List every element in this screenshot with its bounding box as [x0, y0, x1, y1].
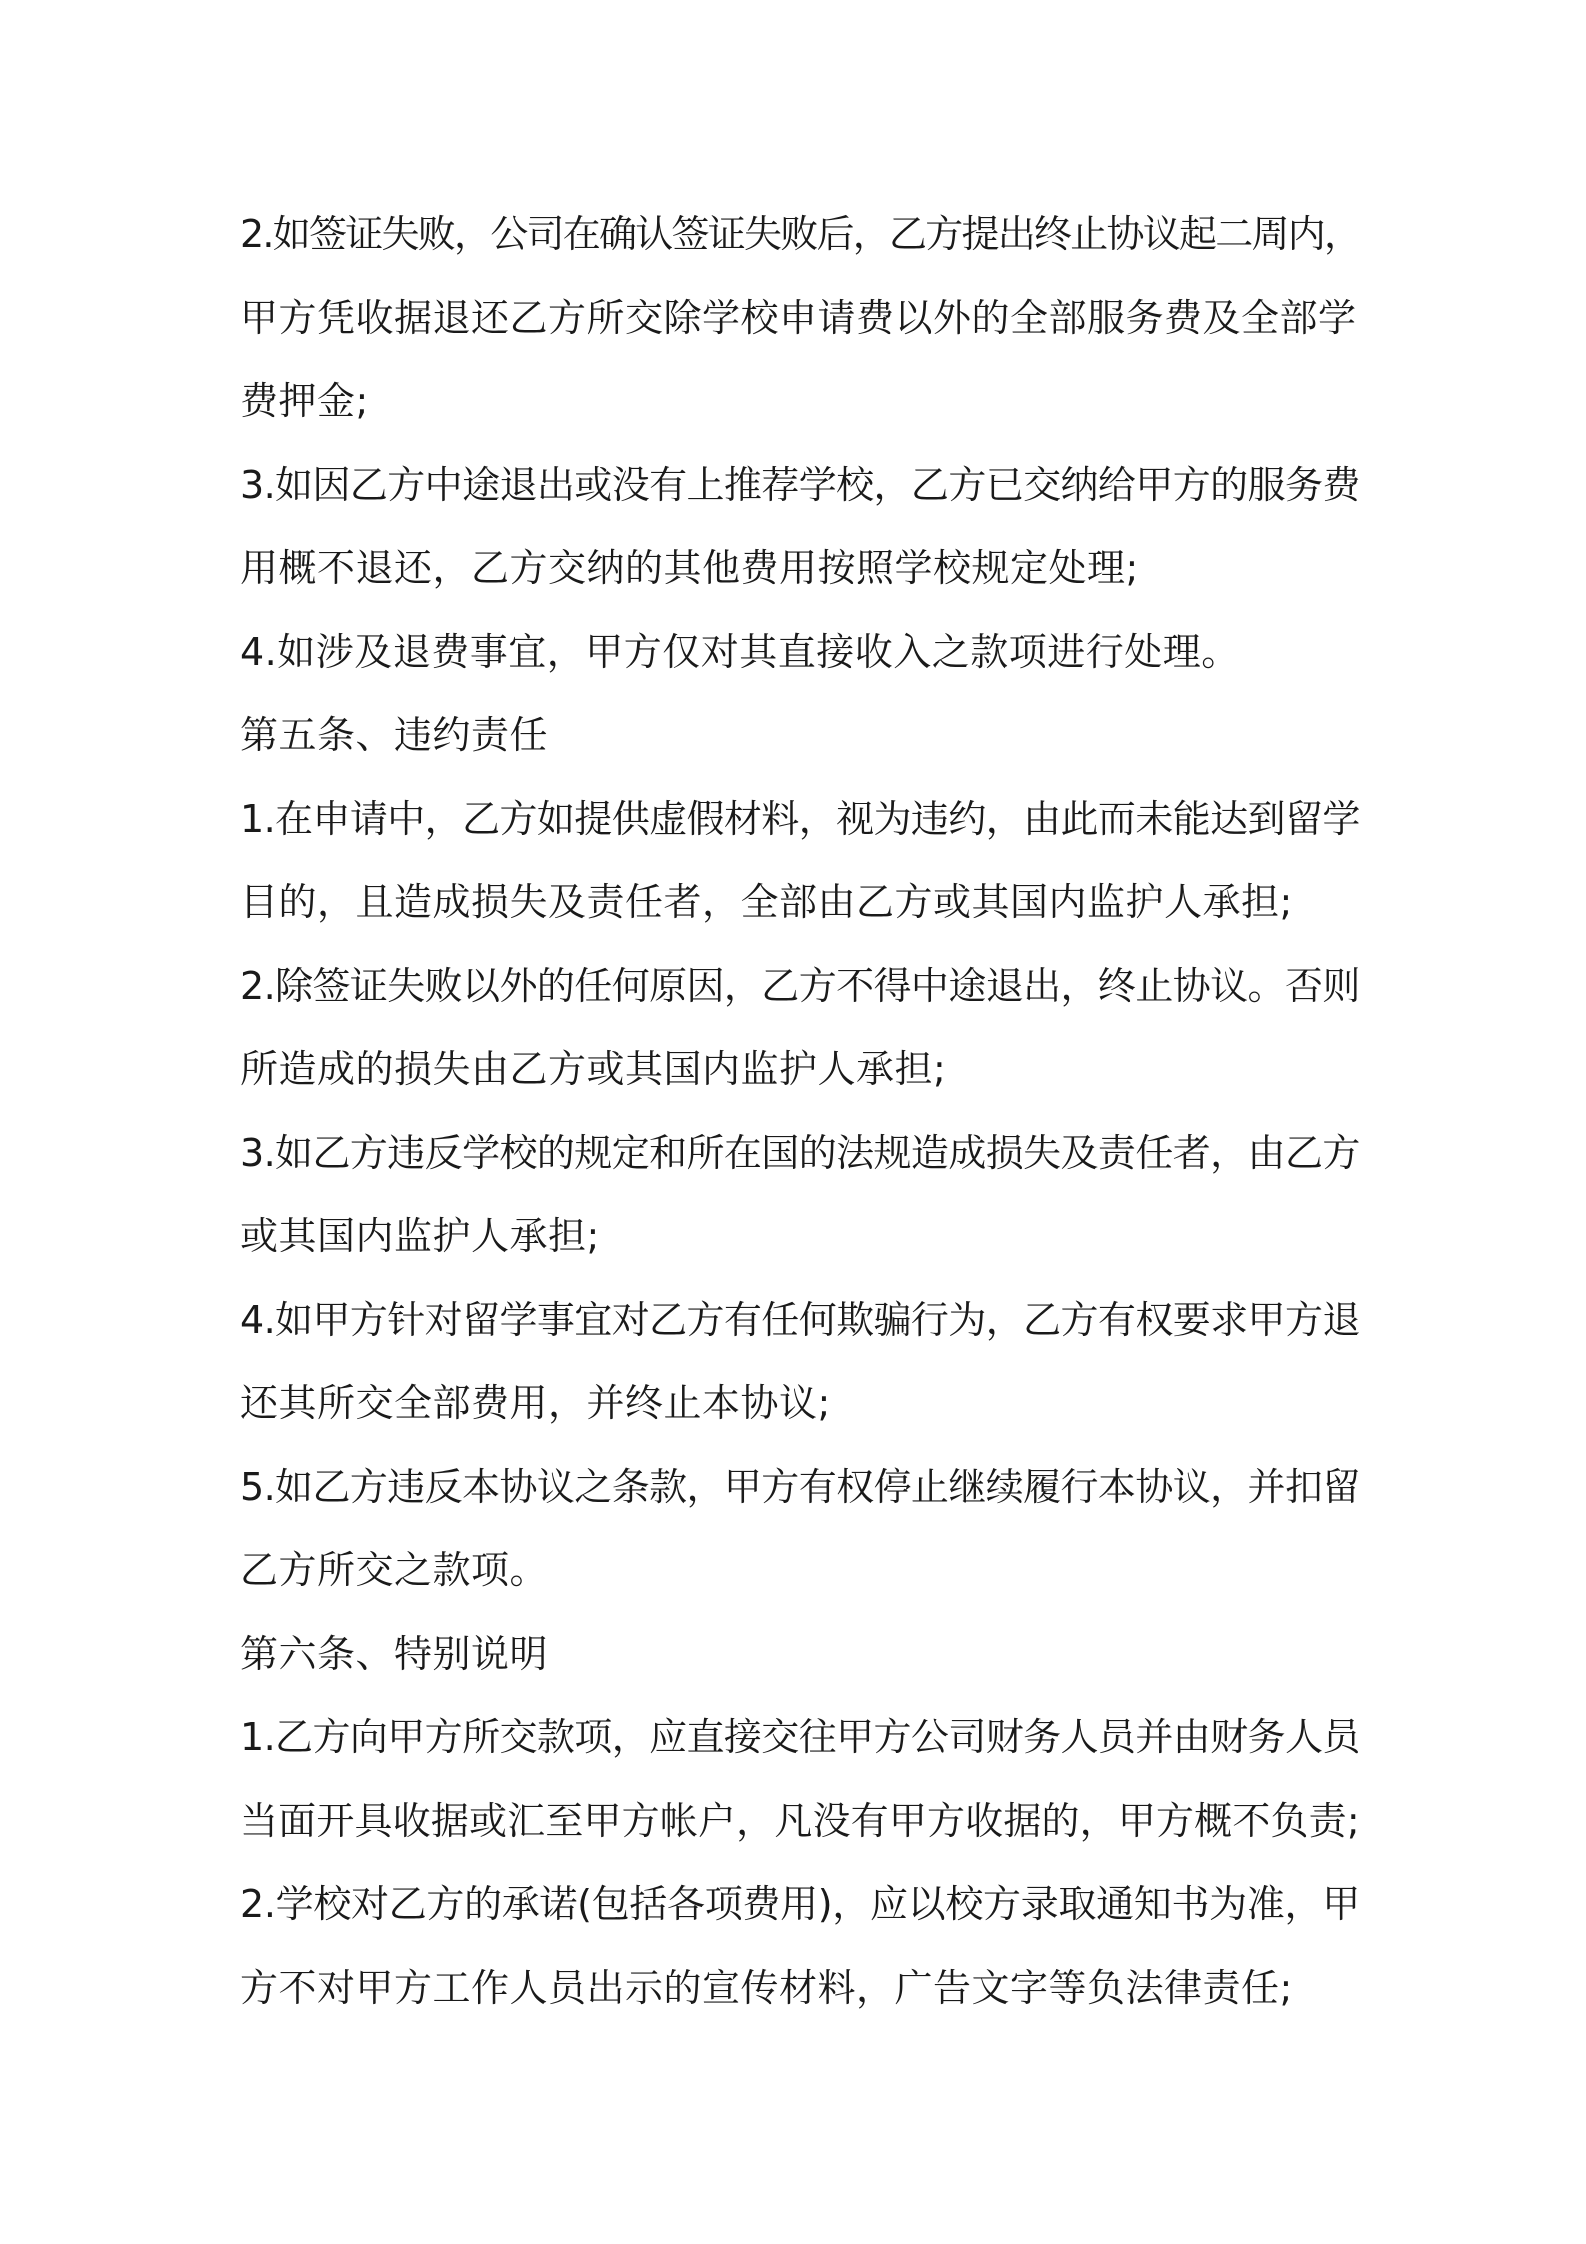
document-body — [240, 193, 1360, 2030]
text-line: 1.乙方向甲方所交款项，应直接交往甲方公司财务人员并由财务人员 — [240, 1715, 1360, 1759]
text-line: 所造成的损失由乙方或其国内监护人承担; — [240, 1047, 947, 1091]
text-line: 2.除签证失败以外的任何原因，乙方不得中途退出，终止协议。否则 — [240, 963, 1360, 1008]
text-line: 4.如涉及退费事宜，甲方仅对其直接收入之款项进行处理。 — [240, 629, 1240, 674]
text-line: 2.学校对乙方的承诺(包括各项费用)，应以校方录取通知书为准，甲 — [240, 1882, 1360, 1926]
text-line: 乙方所交之款项。 — [240, 1548, 549, 1592]
text-line: 4.如甲方针对留学事宜对乙方有任何欺骗行为，乙方有权要求甲方退 — [240, 1297, 1360, 1342]
text-line: 方不对甲方工作人员出示的宣传材料，广告文字等负法律责任; — [240, 1965, 1293, 2010]
text-line: 目的，且造成损失及责任者，全部由乙方或其国内监护人承担; — [240, 880, 1293, 924]
text-line: 5.如乙方违反本协议之条款，甲方有权停止继续履行本协议，并扣留 — [240, 1464, 1360, 1509]
text-line: 3.如因乙方中途退出或没有上推荐学校，乙方已交纳给甲方的服务费 — [240, 462, 1360, 507]
text-line: 或其国内监护人承担; — [240, 1214, 600, 1258]
section-heading: 第五条、违约责任 — [240, 713, 549, 757]
text-line: 还其所交全部费用，并终止本协议; — [240, 1381, 831, 1425]
text-line: 3.如乙方违反学校的规定和所在国的法规造成损失及责任者，由乙方 — [240, 1130, 1360, 1175]
text-line: 当面开具收据或汇至甲方帐户，凡没有甲方收据的，甲方概不负责; — [240, 1798, 1360, 1843]
section-heading: 第六条、特别说明 — [240, 1631, 549, 1676]
text-line: 费押金; — [240, 379, 369, 423]
text-line: 2.如签证失败，公司在确认签证失败后，乙方提出终止协议起二周内， — [240, 212, 1361, 256]
text-line: 甲方凭收据退还乙方所交除学校申请费以外的全部服务费及全部学 — [240, 295, 1357, 340]
text-line: 1.在申请中，乙方如提供虚假材料，视为违约，由此而未能达到留学 — [240, 796, 1360, 841]
text-line: 用概不退还，乙方交纳的其他费用按照学校规定处理; — [240, 546, 1139, 590]
